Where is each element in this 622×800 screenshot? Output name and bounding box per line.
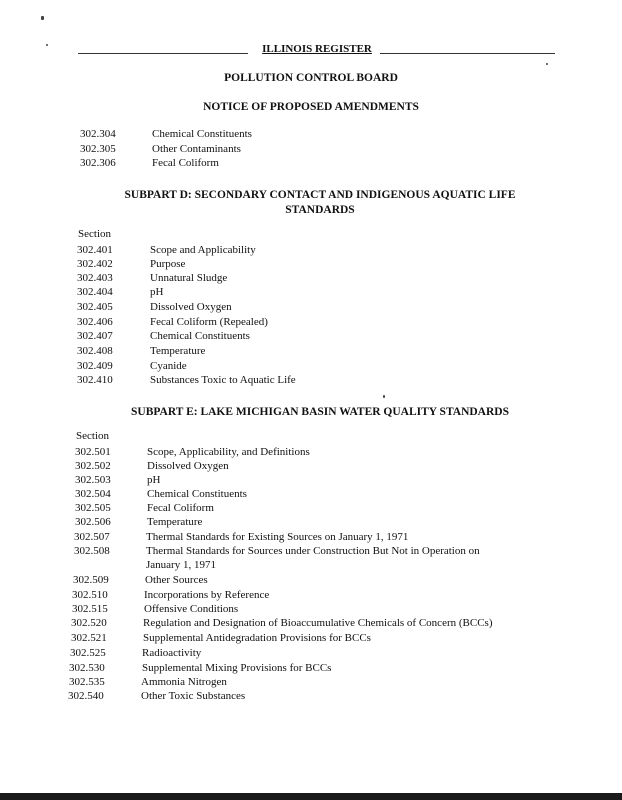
section-title: Temperature <box>147 516 203 528</box>
section-title: Temperature <box>150 345 206 357</box>
section-title: Supplemental Mixing Provisions for BCCs <box>142 662 332 674</box>
scan-speck <box>546 63 548 65</box>
section-number: 302.401 <box>77 244 113 256</box>
notice-title: NOTICE OF PROPOSED AMENDMENTS <box>203 101 419 113</box>
section-title: Cyanide <box>150 360 187 372</box>
section-title: Thermal Standards for Sources under Construction But Not in Operation on <box>146 545 480 557</box>
section-number: 302.520 <box>71 617 107 629</box>
section-number: 302.305 <box>80 143 116 155</box>
section-number: 302.405 <box>77 301 113 313</box>
section-title: Radioactivity <box>142 647 202 659</box>
scan-speck <box>41 16 44 20</box>
section-number: 302.535 <box>69 676 105 688</box>
section-title: Scope, Applicability, and Definitions <box>147 446 310 458</box>
register-title: ILLINOIS REGISTER <box>262 43 372 55</box>
section-title: Purpose <box>150 258 186 270</box>
section-number: 302.504 <box>75 488 111 500</box>
section-number: 302.530 <box>69 662 105 674</box>
section-number: 302.501 <box>75 446 111 458</box>
section-number: 302.525 <box>70 647 106 659</box>
section-title: Chemical Constituents <box>150 330 250 342</box>
subpart-e-section-label: Section <box>76 430 109 442</box>
section-title: Incorporations by Reference <box>144 589 270 601</box>
section-title: Other Toxic Substances <box>141 690 246 702</box>
section-number: 302.404 <box>77 286 113 298</box>
section-number: 302.540 <box>68 690 104 702</box>
section-title: Chemical Constituents <box>152 128 252 140</box>
section-title: Fecal Coliform (Repealed) <box>150 316 268 328</box>
section-title: Other Contaminants <box>152 143 241 155</box>
section-title: Fecal Coliform <box>152 157 219 169</box>
section-title: Offensive Conditions <box>144 603 239 615</box>
section-title: Thermal Standards for Existing Sources on January 1, 1971 <box>146 531 409 543</box>
section-number: 302.506 <box>75 516 111 528</box>
scan-edge-bar <box>0 793 622 800</box>
section-title: Scope and Applicability <box>150 244 256 256</box>
section-number: 302.508 <box>74 545 110 557</box>
section-number: 302.503 <box>75 474 111 486</box>
section-title: Chemical Constituents <box>147 488 247 500</box>
section-number: 302.515 <box>72 603 108 615</box>
section-number: 302.304 <box>80 128 116 140</box>
section-number: 302.409 <box>77 360 113 372</box>
section-number: 302.505 <box>75 502 111 514</box>
subpart-e-heading: SUBPART E: LAKE MICHIGAN BASIN WATER QUALITY STANDARDS <box>131 406 509 418</box>
section-number: 302.510 <box>72 589 108 601</box>
subpart-d-heading-line1: SUBPART D: SECONDARY CONTACT AND INDIGENOUS AQUATIC LIFE <box>124 189 516 201</box>
section-number: 302.402 <box>77 258 113 270</box>
section-number: 302.521 <box>71 632 107 644</box>
section-number: 302.502 <box>75 460 111 472</box>
section-number: 302.406 <box>77 316 113 328</box>
subpart-d-heading-line2: STANDARDS <box>285 204 355 216</box>
section-title-continued: January 1, 1971 <box>146 559 216 571</box>
section-number: 302.407 <box>77 330 113 342</box>
section-title: Dissolved Oxygen <box>150 301 232 313</box>
section-number: 302.507 <box>74 531 110 543</box>
subpart-d-heading <box>60 188 580 218</box>
section-title: pH <box>150 286 164 298</box>
subpart-d-section-label: Section <box>78 228 111 240</box>
section-number: 302.410 <box>77 374 113 386</box>
section-number: 302.408 <box>77 345 113 357</box>
section-title: pH <box>147 474 161 486</box>
section-title: Ammonia Nitrogen <box>141 676 227 688</box>
board-title: POLLUTION CONTROL BOARD <box>224 72 398 84</box>
section-title: Substances Toxic to Aquatic Life <box>150 374 296 386</box>
section-title: Regulation and Designation of Bioaccumulative Chemicals of Concern (BCCs) <box>143 617 493 629</box>
section-title: Other Sources <box>145 574 208 586</box>
section-title: Supplemental Antidegradation Provisions for BCCs <box>143 632 371 644</box>
section-title: Unnatural Sludge <box>150 272 228 284</box>
section-title: Fecal Coliform <box>147 502 214 514</box>
section-number: 302.306 <box>80 157 116 169</box>
scan-speck <box>383 395 385 398</box>
section-number: 302.403 <box>77 272 113 284</box>
section-title: Dissolved Oxygen <box>147 460 229 472</box>
section-number: 302.509 <box>73 574 109 586</box>
